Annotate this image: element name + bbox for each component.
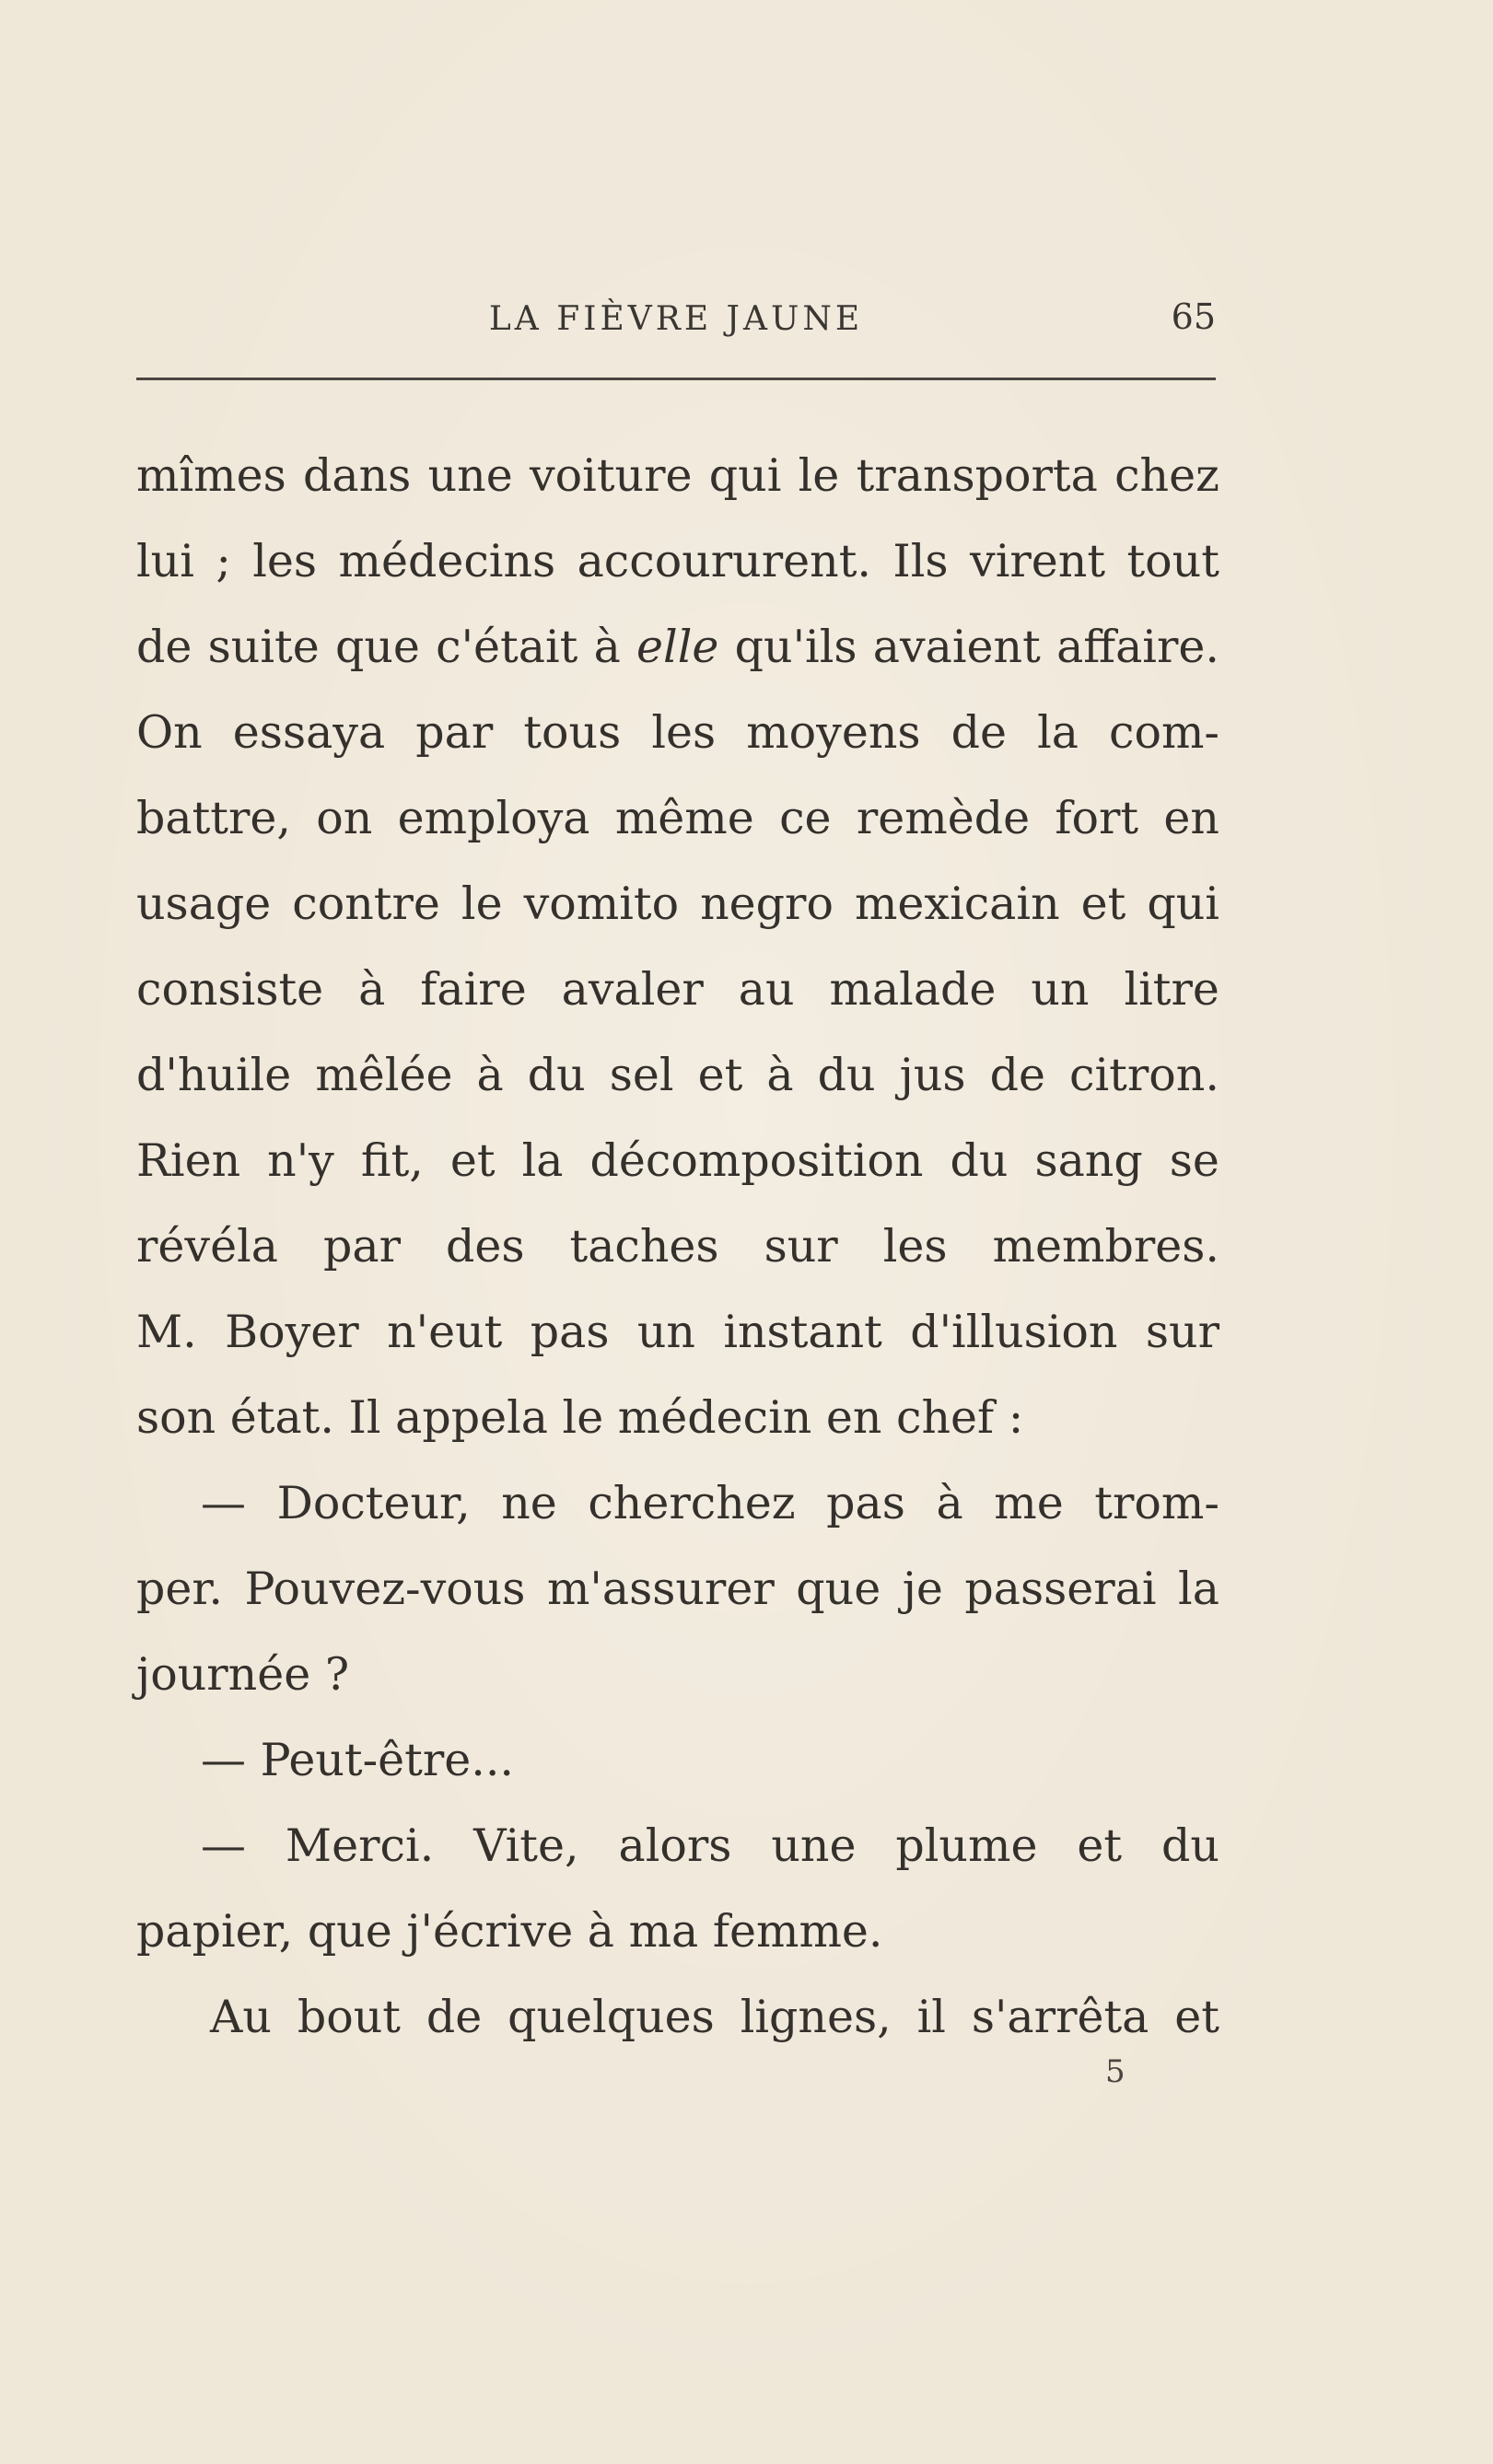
word: femme. <box>712 1905 883 1958</box>
word: le <box>562 1391 618 1444</box>
word: com- <box>1109 706 1219 759</box>
word: que <box>307 1905 407 1958</box>
word: bout <box>297 1991 401 2043</box>
word: membres. <box>992 1220 1219 1273</box>
word: essaya <box>232 706 386 759</box>
word: le <box>798 449 840 502</box>
word: transporta <box>856 449 1098 502</box>
text-line <box>136 1889 1219 1974</box>
word: à <box>587 1905 629 1958</box>
word: la <box>1178 1563 1219 1615</box>
word: ; <box>216 535 231 587</box>
text-line <box>136 861 1219 947</box>
word: les <box>882 1220 948 1273</box>
word: : <box>1008 1391 1024 1444</box>
word: — <box>201 1819 246 1872</box>
word: per. <box>136 1563 223 1615</box>
text-line <box>136 1632 1219 1717</box>
word: vomito <box>523 878 680 930</box>
word: un <box>636 1306 695 1358</box>
word: remède <box>856 792 1031 844</box>
word: du <box>950 1134 1009 1187</box>
word: usage <box>136 878 272 930</box>
word: de <box>426 1991 483 2043</box>
text-line <box>136 1203 1219 1289</box>
word: je <box>902 1563 943 1615</box>
word: de <box>989 1049 1045 1101</box>
word: quelques <box>507 1991 715 2043</box>
word: Peut-être... <box>260 1734 514 1786</box>
text-line <box>136 775 1219 861</box>
word: fort <box>1055 792 1139 844</box>
word: d'illusion <box>910 1306 1118 1358</box>
word: Docteur, <box>276 1477 471 1529</box>
word: une <box>427 449 513 502</box>
word: une <box>771 1819 857 1872</box>
word: j'écrive <box>406 1905 588 1958</box>
word: virent <box>970 535 1106 587</box>
word: qui <box>708 449 782 502</box>
word: un <box>1031 963 1090 1016</box>
word: mîmes <box>136 449 286 502</box>
word: tout <box>1126 535 1219 587</box>
word: mêlée <box>315 1049 453 1101</box>
word: m'assurer <box>546 1563 775 1615</box>
word: — <box>201 1734 261 1786</box>
header-rule <box>136 378 1216 380</box>
word: et <box>1174 1991 1219 2043</box>
word: Merci. <box>285 1819 435 1872</box>
text-line <box>136 1289 1219 1375</box>
word: du <box>1161 1819 1219 1872</box>
word: même <box>614 792 754 844</box>
word: appela <box>395 1391 563 1444</box>
word: la <box>1037 706 1079 759</box>
word: à <box>936 1477 963 1529</box>
word: par <box>323 1220 402 1273</box>
word: n'y <box>267 1134 334 1187</box>
word: médecin <box>617 1391 826 1444</box>
word: Pouvez-vous <box>244 1563 526 1615</box>
word: avaient <box>872 621 1041 673</box>
word: qui <box>1147 878 1219 930</box>
text-line <box>136 947 1219 1032</box>
word: chef <box>896 1391 1009 1444</box>
dialogue-line <box>136 1460 1219 1546</box>
word: M. <box>136 1306 197 1358</box>
running-head <box>136 293 1216 348</box>
word: plume <box>895 1819 1038 1872</box>
word: en <box>825 1391 897 1444</box>
word: et <box>697 1049 743 1101</box>
word: Au <box>210 1991 272 2043</box>
word: par <box>415 706 494 759</box>
text-line <box>136 1546 1219 1632</box>
word: sang <box>1034 1134 1143 1187</box>
word: état. <box>229 1391 349 1444</box>
word: voiture <box>529 449 693 502</box>
word: à <box>593 621 621 673</box>
text-line <box>136 690 1219 775</box>
word: Rien <box>136 1134 241 1187</box>
word: médecins <box>338 535 556 587</box>
word: employa <box>397 792 590 844</box>
word: ce <box>779 792 832 844</box>
word: à <box>476 1049 504 1101</box>
word: affaire. <box>1056 621 1219 673</box>
dialogue-line <box>136 1803 1219 1889</box>
word: journée <box>136 1648 325 1701</box>
word: c'était <box>436 621 578 673</box>
word: à <box>358 963 386 1016</box>
word: décomposition <box>589 1134 924 1187</box>
word: pas <box>530 1306 610 1358</box>
word: il <box>916 1991 946 2043</box>
word: taches <box>569 1220 719 1273</box>
word: ? <box>324 1648 350 1701</box>
text-line <box>136 1375 1219 1460</box>
word: du <box>527 1049 586 1101</box>
word: qu'ils <box>734 621 857 673</box>
word: s'arrêta <box>971 1991 1149 2043</box>
dialogue-line <box>136 1717 1219 1803</box>
word: son <box>136 1391 230 1444</box>
word: au <box>738 963 795 1016</box>
word: Ils <box>892 535 949 587</box>
word: accoururent. <box>577 535 871 587</box>
text-line <box>136 518 1219 604</box>
word: me <box>994 1477 1064 1529</box>
word: Vite, <box>473 1819 579 1872</box>
word: passerai <box>964 1563 1157 1615</box>
word: révéla <box>136 1220 278 1273</box>
text-line <box>136 1974 1219 2060</box>
word: On <box>136 706 203 759</box>
text-line <box>136 604 1219 690</box>
word: le <box>461 878 503 930</box>
word: elle <box>636 621 719 673</box>
word: litre <box>1124 963 1219 1016</box>
word: suite <box>207 621 320 673</box>
word: sel <box>609 1049 674 1101</box>
word: battre, <box>136 792 291 844</box>
word: de <box>951 706 1007 759</box>
word: faire <box>420 963 527 1016</box>
word: sur <box>1145 1306 1219 1358</box>
signature-mark: 5 <box>1105 2053 1126 2090</box>
word: des <box>446 1220 525 1273</box>
word: lignes, <box>740 1991 892 2043</box>
word: — <box>201 1477 246 1529</box>
word: les <box>651 706 717 759</box>
word: Boyer <box>225 1306 359 1358</box>
word: et <box>1077 1819 1123 1872</box>
word: cherchez <box>588 1477 796 1529</box>
word: et <box>1080 878 1126 930</box>
word: de <box>136 621 192 673</box>
running-title: LA FIÈVRE JAUNE <box>488 300 864 338</box>
word: tous <box>523 706 622 759</box>
word: avaler <box>561 963 704 1016</box>
word: sur <box>764 1220 838 1273</box>
text-line <box>136 433 1219 518</box>
word: malade <box>829 963 997 1016</box>
body-text <box>136 433 1219 2060</box>
word: la <box>521 1134 564 1187</box>
word: que <box>796 1563 881 1615</box>
word: lui <box>136 535 194 587</box>
word: du <box>817 1049 876 1101</box>
page-number: 65 <box>1171 296 1216 337</box>
word: chez <box>1114 449 1219 502</box>
word: ma <box>628 1905 713 1958</box>
word: n'eut <box>387 1306 503 1358</box>
word: à <box>766 1049 794 1101</box>
word: en <box>1163 792 1219 844</box>
word: citron. <box>1069 1049 1219 1101</box>
word: jus <box>899 1049 966 1101</box>
word: alors <box>618 1819 732 1872</box>
word: moyens <box>746 706 921 759</box>
word: negro <box>700 878 834 930</box>
word: on <box>316 792 373 844</box>
word: Il <box>348 1391 396 1444</box>
word: pas <box>826 1477 905 1529</box>
text-line <box>136 1118 1219 1203</box>
word: dans <box>303 449 412 502</box>
word: trom- <box>1094 1477 1219 1529</box>
word: fit, <box>360 1134 424 1187</box>
word: contre <box>292 878 440 930</box>
word: et <box>449 1134 496 1187</box>
word: les <box>252 535 318 587</box>
word: se <box>1169 1134 1219 1187</box>
word: instant <box>723 1306 882 1358</box>
word: papier, <box>136 1905 308 1958</box>
word: mexicain <box>854 878 1060 930</box>
word: consiste <box>136 963 324 1016</box>
text-line <box>136 1032 1219 1118</box>
word: ne <box>501 1477 557 1529</box>
word: d'huile <box>136 1049 292 1101</box>
word: que <box>334 621 420 673</box>
